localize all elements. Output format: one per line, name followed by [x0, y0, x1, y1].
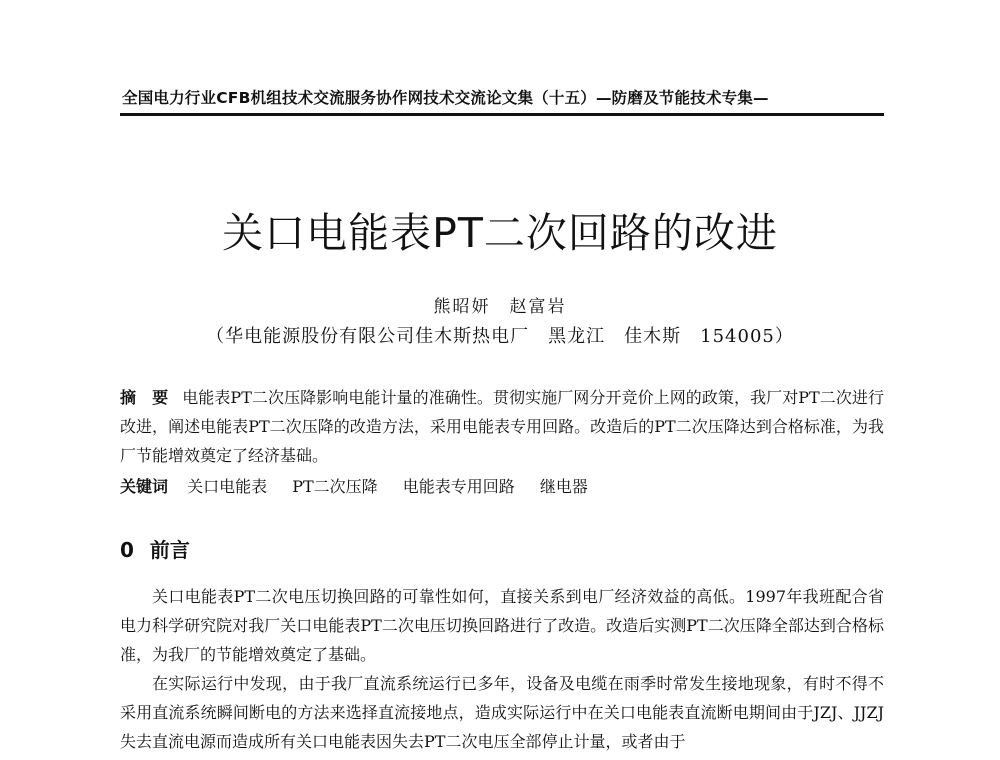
body-paragraph: 关口电能表PT二次电压切换回路的可靠性如何，直接关系到电厂经济效益的高低。1997年我班配合省电力科学研究院对我厂关口电能表PT二次电压切换回路进行了改造。改造后实测PT二次压降全部达到合格标准，为我厂的节能增效奠定了基础。	[120, 587, 884, 664]
keyword-item: PT二次压降	[292, 477, 378, 496]
body-paragraph: 在实际运行中发现，由于我厂直流系统运行已多年，设备及电缆在雨季时常发生接地现象，有时不得不采用直流系统瞬间断电的方法来选择直流接地点，造成实际运行中在关口电能表直流断电期间由于JZJ、JJZJ失去直流电源而造成所有关口电能表因失去PT二次电压全部停止计量，或者由于	[120, 674, 884, 751]
keyword-item: 继电器	[539, 477, 588, 496]
section-title: 前言	[149, 538, 190, 562]
abstract	[120, 383, 884, 470]
section-heading	[120, 534, 190, 563]
section-number: 0	[120, 538, 134, 562]
header-rule	[120, 113, 884, 116]
abstract-label: 摘 要	[120, 388, 169, 407]
keyword-item: 电能表专用回路	[402, 477, 515, 496]
keywords	[120, 476, 884, 498]
body-text	[120, 582, 884, 756]
keywords-label: 关键词	[120, 477, 169, 496]
abstract-text: 电能表PT二次压降影响电能计量的准确性。贯彻实施厂网分开竞价上网的政策，我厂对PT二次进行改进，阐述电能表PT二次压降的改造方法，采用电能表专用回路。改造后的PT二次压降达到合格标准，为我厂节能增效奠定了经济基础。	[120, 388, 884, 465]
paper-title: 关口电能表PT二次回路的改进	[222, 209, 778, 257]
keyword-item: 关口电能表	[187, 477, 268, 496]
paper-affiliation: （华电能源股份有限公司佳木斯热电厂 黑龙江 佳木斯 154005）	[206, 326, 794, 347]
paper-authors: 熊昭妍 赵富岩	[433, 297, 567, 317]
running-head: 全国电力行业CFB机组技术交流服务协作网技术交流论文集（十五）—防磨及节能技术专集—	[122, 89, 769, 107]
